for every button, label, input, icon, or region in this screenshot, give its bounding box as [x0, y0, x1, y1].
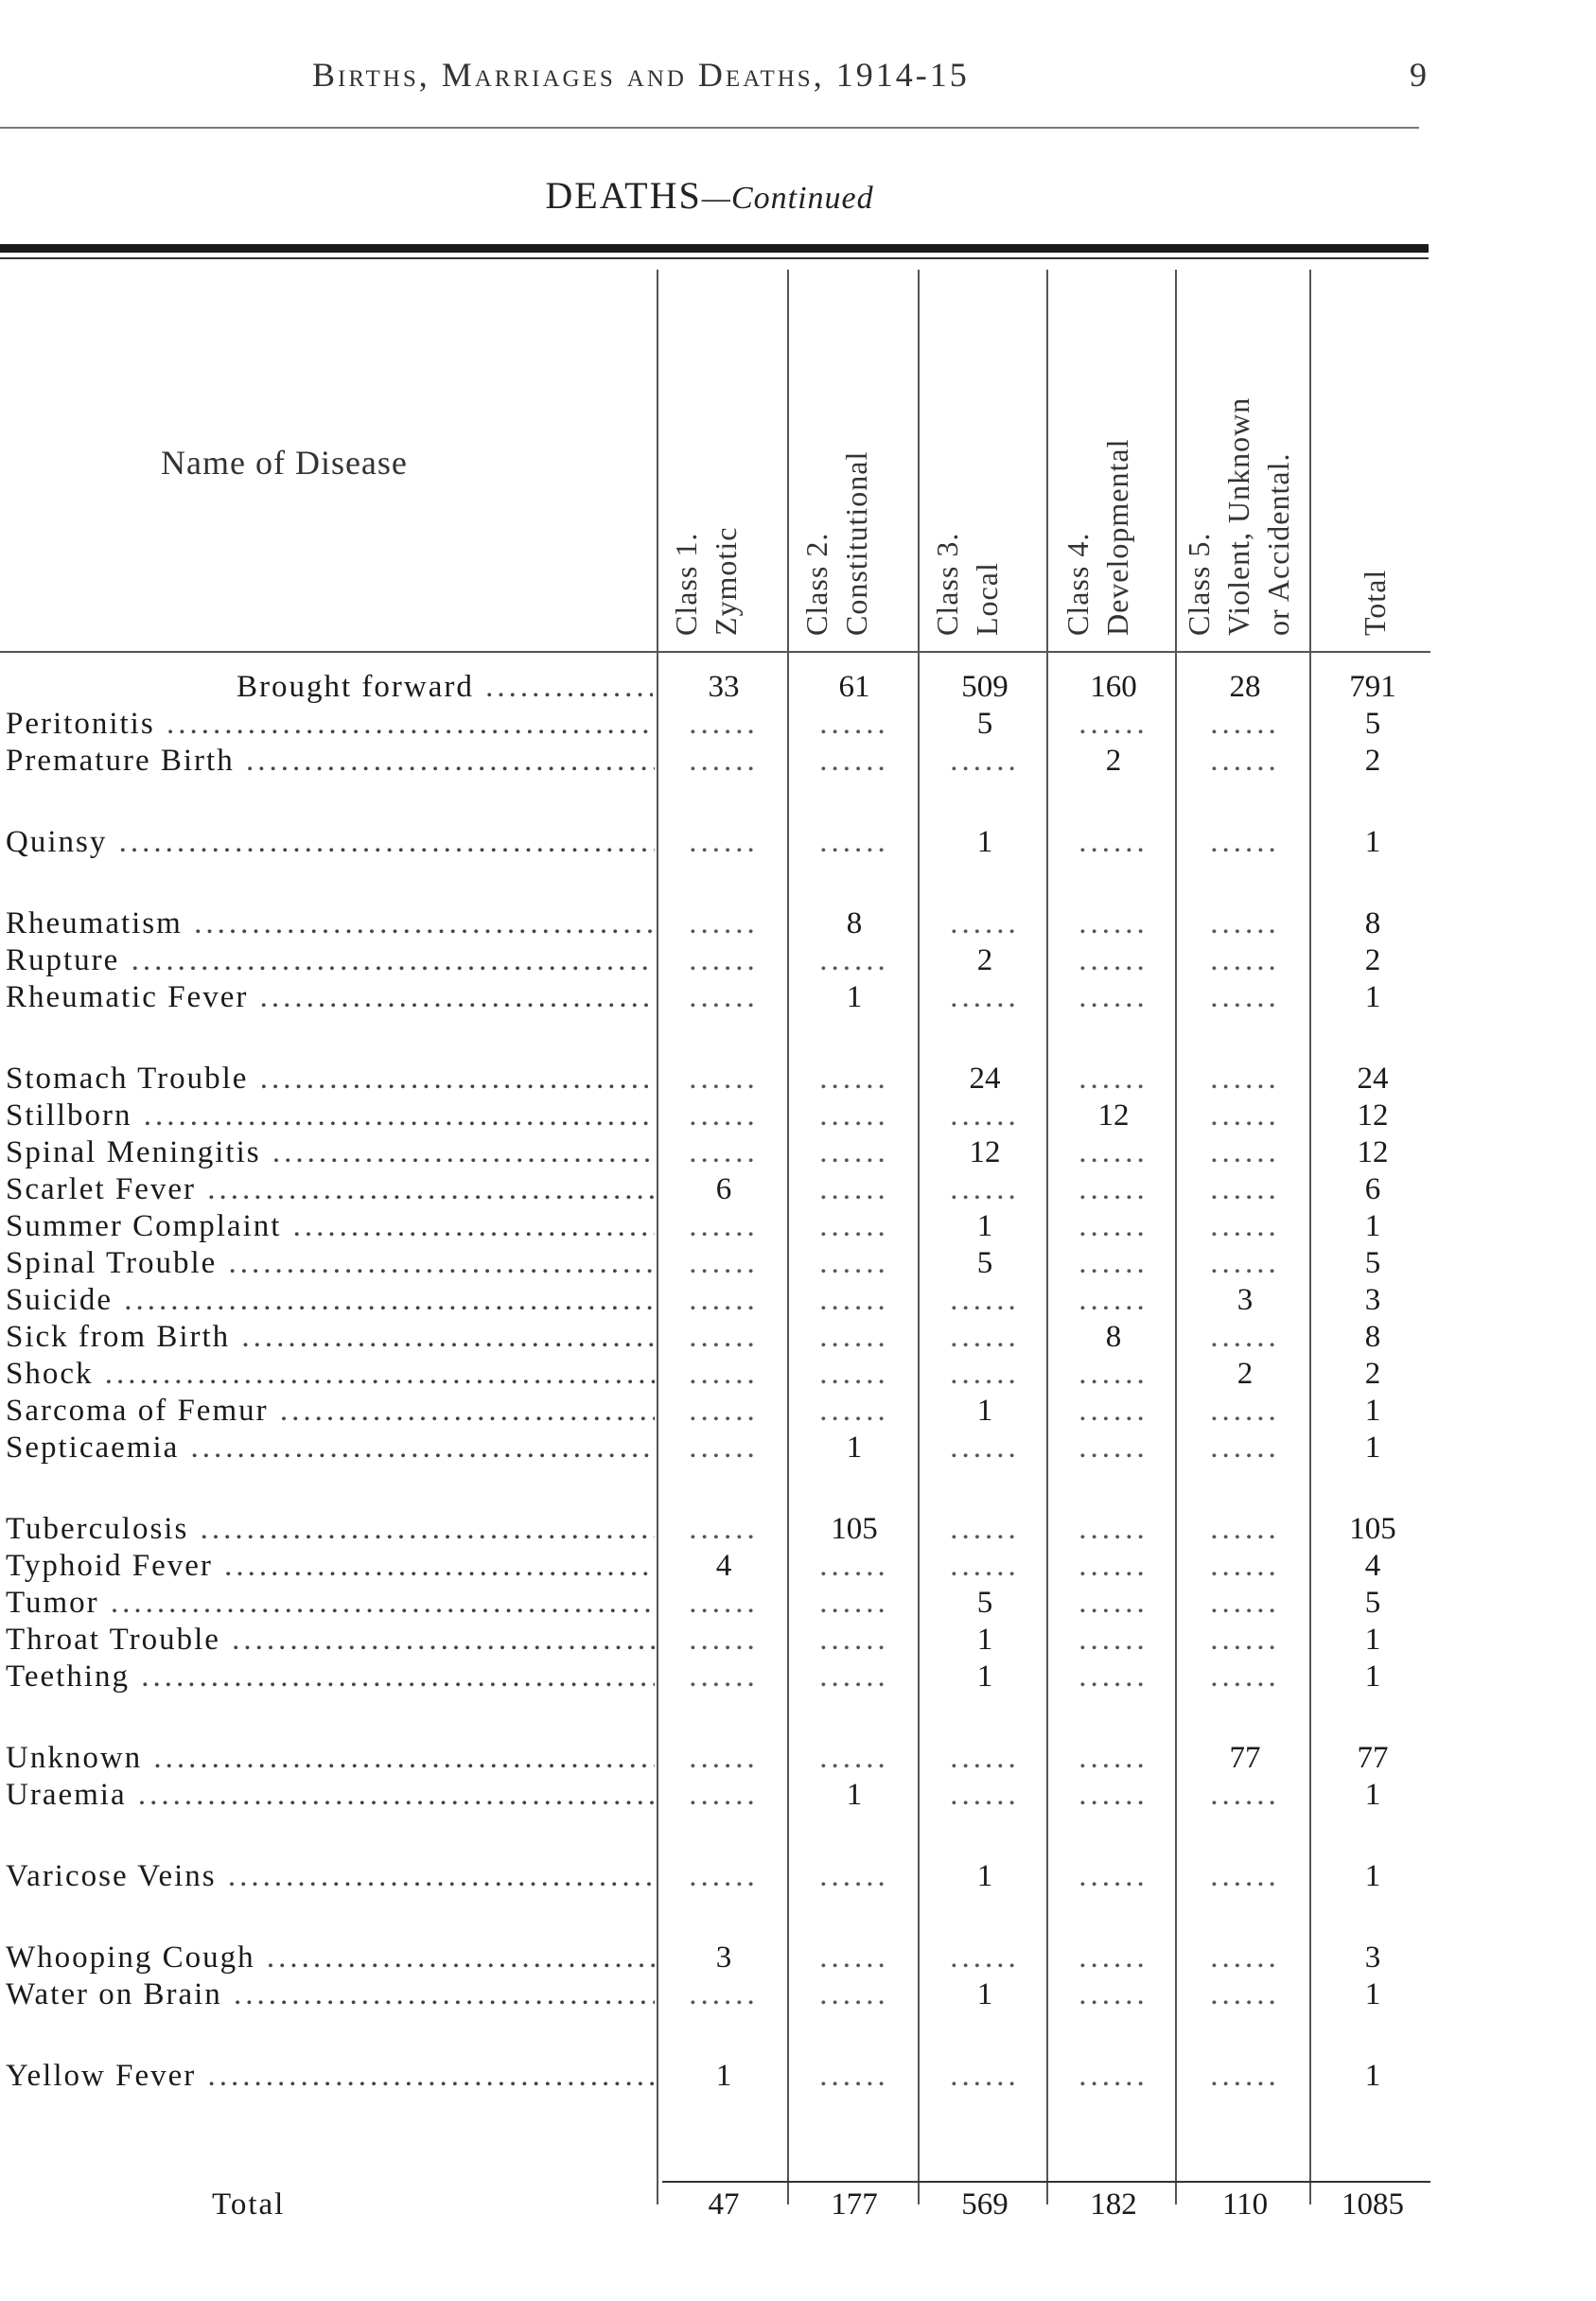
leader-dots: ...... [689, 1357, 759, 1391]
table-row [0, 705, 1430, 743]
leader-dots: ...... [689, 1062, 759, 1096]
section-title [0, 173, 1419, 218]
leader-dots: ...... [819, 1357, 889, 1391]
class3-value: 24 [969, 1062, 1001, 1096]
row-total: 3 [1364, 1283, 1381, 1317]
leader-dots: ...... [1079, 1172, 1149, 1206]
leader-dots: ...... [1079, 906, 1149, 940]
class3-value: 5 [976, 707, 993, 741]
leader-dots: ...... [950, 1283, 1020, 1317]
leader-dots: ...... [1210, 1549, 1280, 1583]
row-total: 24 [1357, 1062, 1389, 1096]
class5-value: 28 [1229, 670, 1261, 704]
row-total: 5 [1364, 1586, 1381, 1620]
leader-dots: ...... [689, 1209, 759, 1243]
column-header-name: Name of Disease [161, 444, 408, 482]
row-total: 1 [1364, 1394, 1381, 1428]
class3-value: 1 [976, 1977, 993, 2011]
table-row [0, 1621, 1430, 1659]
leader-dots: ...... [819, 943, 889, 977]
row-total: 1 [1364, 1859, 1381, 1893]
leader-dots: ...... [1210, 2059, 1280, 2093]
leader-dots: ...... [1210, 1778, 1280, 1812]
class2-value: 61 [838, 670, 870, 704]
leader-dots: ...... [1210, 825, 1280, 859]
leader-dots: ...... [950, 1549, 1020, 1583]
leader-dots: ...... [689, 906, 759, 940]
disease-name: Quinsy ..... [6, 823, 655, 861]
leader-dots: ...... [950, 744, 1020, 778]
totals-total: 1085 [1342, 2187, 1404, 2222]
leader-dots: ...... [1079, 1623, 1149, 1657]
leader-dots: ...... [819, 1209, 889, 1243]
class5-value: 77 [1229, 1741, 1261, 1775]
class2-value: 1 [846, 1778, 863, 1812]
row-total: 77 [1357, 1741, 1389, 1775]
leader-dots: ...... [689, 1512, 759, 1546]
table-row [0, 1939, 1430, 1976]
leader-dots: ...... [819, 1623, 889, 1657]
class1-value: 1 [715, 2059, 732, 2093]
class3-line2: Local [970, 562, 1004, 636]
table-row [0, 1281, 1430, 1319]
disease-name: Septicaemia ..... [6, 1429, 655, 1467]
leader-dots: ...... [950, 1098, 1020, 1133]
leader-dots: ...... [689, 1246, 759, 1280]
column-header-class2 [797, 451, 876, 636]
disease-name: Varicose Veins ..... [6, 1857, 655, 1895]
leader-dots: ...... [1079, 1135, 1149, 1169]
leader-dots: ...... [1210, 1246, 1280, 1280]
leader-dots: ...... [1079, 1977, 1149, 2011]
table-row [0, 905, 1430, 942]
class4-line1: Class 4. [1061, 532, 1095, 636]
leader-dots: ...... [950, 1357, 1020, 1391]
leader-dots: ...... [819, 1172, 889, 1206]
table-row [0, 1097, 1430, 1134]
table-row [0, 1857, 1430, 1895]
leader-dots: ...... [1079, 1778, 1149, 1812]
class1-value: 6 [715, 1172, 732, 1206]
leader-dots: ...... [819, 1246, 889, 1280]
leader-dots: ...... [689, 1778, 759, 1812]
leader-dots: ...... [819, 707, 889, 741]
leader-dots: ...... [819, 744, 889, 778]
leader-dots: ...... [1079, 943, 1149, 977]
totals-class2: 177 [831, 2187, 878, 2222]
leader-dots: ...... [819, 1859, 889, 1893]
leader-dots: ...... [1079, 1512, 1149, 1546]
leader-dots: ...... [819, 1586, 889, 1620]
class3-value: 1 [976, 1209, 993, 1243]
row-total: 8 [1364, 1320, 1381, 1354]
row-total: 8 [1364, 906, 1381, 940]
column-header-class4 [1058, 439, 1137, 636]
leader-dots: ...... [689, 1741, 759, 1775]
row-total: 12 [1357, 1135, 1389, 1169]
table-row [0, 1510, 1430, 1548]
disease-name: Scarlet Fever ..... [6, 1170, 655, 1208]
leader-dots: ...... [950, 980, 1020, 1014]
leader-dots: ...... [1210, 707, 1280, 741]
leader-dots: ...... [1210, 943, 1280, 977]
table-row [0, 2057, 1430, 2095]
row-total: 1 [1364, 1431, 1381, 1465]
leader-dots: ...... [950, 1741, 1020, 1775]
class2-value: 1 [846, 980, 863, 1014]
leader-dots: ...... [1079, 1062, 1149, 1096]
leader-dots: ...... [689, 1135, 759, 1169]
leader-dots: ...... [689, 1859, 759, 1893]
leader-dots: ...... [689, 980, 759, 1014]
row-total: 1 [1364, 1778, 1381, 1812]
disease-name: Shock ..... [6, 1355, 655, 1393]
class5-value: 2 [1236, 1357, 1254, 1391]
row-total: 1 [1364, 1660, 1381, 1694]
table-row [0, 668, 1430, 706]
totals-row [0, 2186, 1430, 2223]
row-total: 2 [1364, 744, 1381, 778]
disease-name: Throat Trouble ..... [6, 1621, 655, 1659]
row-total: 4 [1364, 1549, 1381, 1583]
leader-dots: ...... [819, 1660, 889, 1694]
totals-class4: 182 [1090, 2187, 1137, 2222]
disease-name: Teething ..... [6, 1658, 655, 1695]
leader-dots: ...... [689, 1586, 759, 1620]
table-row [0, 1392, 1430, 1430]
disease-name: Unknown ..... [6, 1739, 655, 1777]
leader-dots: ...... [819, 1741, 889, 1775]
leader-dots: ...... [1079, 1283, 1149, 1317]
leader-dots: ...... [689, 1394, 759, 1428]
totals-class3: 569 [961, 2187, 1008, 2222]
leader-dots: ...... [819, 1283, 889, 1317]
class1-value: 33 [708, 670, 740, 704]
thick-rule [0, 244, 1429, 253]
totals-class5: 110 [1221, 2187, 1269, 2222]
table-row [0, 1584, 1430, 1622]
leader-dots: ...... [1079, 1246, 1149, 1280]
class5-line2: Violent, Unknown [1221, 396, 1255, 636]
row-total: 3 [1364, 1941, 1381, 1975]
column-header-total [1355, 570, 1394, 636]
class5-line1: Class 5. [1182, 532, 1216, 636]
class3-value: 1 [976, 1660, 993, 1694]
disease-name: Rheumatic Fever ..... [6, 978, 655, 1016]
leader-dots: ...... [1079, 2059, 1149, 2093]
disease-name: Spinal Trouble ..... [6, 1244, 655, 1282]
leader-dots: ...... [819, 1098, 889, 1133]
table-row [0, 1170, 1430, 1208]
row-total: 105 [1349, 1512, 1396, 1546]
section-title-main: DEATHS [545, 174, 702, 217]
class2-value: 8 [846, 906, 863, 940]
leader-dots: ...... [1210, 1062, 1280, 1096]
class1-value: 4 [715, 1549, 732, 1583]
leader-dots: ...... [689, 1623, 759, 1657]
row-total: 1 [1364, 1977, 1381, 2011]
leader-dots: ...... [1079, 1431, 1149, 1465]
row-total: 12 [1357, 1098, 1389, 1133]
disease-name: Whooping Cough ..... [6, 1939, 655, 1976]
class2-value: 1 [846, 1431, 863, 1465]
class5-line3: or Accidental. [1261, 452, 1295, 636]
column-header-class3 [927, 533, 1007, 636]
class3-value: 1 [976, 1859, 993, 1893]
leader-dots: ...... [950, 2059, 1020, 2093]
class1-value: 3 [715, 1941, 732, 1975]
row-total: 2 [1364, 1357, 1381, 1391]
class4-line2: Developmental [1100, 438, 1134, 636]
row-total: 5 [1364, 1246, 1381, 1280]
disease-name: Summer Complaint ..... [6, 1207, 655, 1245]
class1-line2: Zymotic [709, 526, 743, 636]
disease-name: Spinal Meningitis ..... [6, 1133, 655, 1171]
total-rule [662, 2181, 1430, 2183]
leader-dots: ...... [689, 1283, 759, 1317]
disease-name: Peritonitis ..... [6, 705, 655, 743]
leader-dots: ...... [1210, 1512, 1280, 1546]
leader-dots: ...... [689, 1320, 759, 1354]
leader-dots: ...... [689, 707, 759, 741]
table-row [0, 941, 1430, 979]
class1-line1: Class 1. [669, 532, 703, 636]
leader-dots: ...... [1079, 1394, 1149, 1428]
leader-dots: ...... [1079, 825, 1149, 859]
row-total: 1 [1364, 1209, 1381, 1243]
disease-name: Sick from Birth ..... [6, 1318, 655, 1356]
leader-dots: ...... [1210, 906, 1280, 940]
leader-dots: ...... [1210, 1431, 1280, 1465]
disease-name: Rupture ..... [6, 941, 655, 979]
leader-dots: ...... [950, 1320, 1020, 1354]
disease-name: Tumor ..... [6, 1584, 655, 1622]
leader-dots: ...... [1210, 1135, 1280, 1169]
row-total: 2 [1364, 943, 1381, 977]
class3-line1: Class 3. [930, 532, 964, 636]
leader-dots: ...... [1210, 1977, 1280, 2011]
leader-dots: ...... [950, 1431, 1020, 1465]
table-row [0, 742, 1430, 780]
table-row [0, 1658, 1430, 1695]
leader-dots: ...... [1079, 707, 1149, 741]
leader-dots: ...... [819, 1977, 889, 2011]
leader-dots: ...... [950, 1778, 1020, 1812]
class4-value: 2 [1105, 744, 1122, 778]
leader-dots: ...... [819, 1320, 889, 1354]
table-row [0, 1976, 1430, 2013]
leader-dots: ...... [1079, 1941, 1149, 1975]
class4-value: 8 [1105, 1320, 1122, 1354]
disease-name: Premature Birth ..... [6, 742, 655, 780]
class3-value: 2 [976, 943, 993, 977]
leader-dots: ...... [950, 1172, 1020, 1206]
table-row [0, 978, 1430, 1016]
leader-dots: ...... [689, 825, 759, 859]
leader-dots: ...... [1210, 1394, 1280, 1428]
table-row [0, 1355, 1430, 1393]
column-header-class5 [1179, 397, 1298, 636]
leader-dots: ...... [950, 906, 1020, 940]
class2-line2: Constitutional [839, 450, 873, 636]
leader-dots: ...... [1210, 1623, 1280, 1657]
leader-dots: ...... [819, 1394, 889, 1428]
table-row [0, 1547, 1430, 1585]
leader-dots: ...... [1210, 1209, 1280, 1243]
header-rule [0, 651, 1430, 653]
row-total: 1 [1364, 2059, 1381, 2093]
leader-dots: ...... [1079, 1209, 1149, 1243]
leader-dots: ...... [950, 1512, 1020, 1546]
table-row [0, 1318, 1430, 1356]
leader-dots: ...... [1210, 1660, 1280, 1694]
column-header-class1 [666, 527, 745, 636]
leader-dots: ...... [1079, 1549, 1149, 1583]
table-row [0, 1776, 1430, 1814]
page-number: 9 [1410, 56, 1427, 94]
table-row [0, 1060, 1430, 1098]
leader-dots: ...... [819, 1135, 889, 1169]
class3-value: 1 [976, 1623, 993, 1657]
section-title-continued: —Continued [701, 181, 874, 216]
thin-rule [0, 257, 1429, 259]
leader-dots: ...... [1079, 1586, 1149, 1620]
class3-value: 1 [976, 1394, 993, 1428]
disease-name: Typhoid Fever ..... [6, 1547, 655, 1585]
disease-name: Stillborn ..... [6, 1097, 655, 1134]
leader-dots: ...... [819, 1062, 889, 1096]
leader-dots: ...... [1210, 744, 1280, 778]
table-row [0, 823, 1430, 861]
leader-dots: ...... [1079, 1741, 1149, 1775]
table-row [0, 1244, 1430, 1282]
leader-dots: ...... [1210, 1320, 1280, 1354]
disease-name: Brought forward ..... [237, 668, 653, 706]
row-total: 791 [1349, 670, 1396, 704]
disease-name: Sarcoma of Femur ..... [6, 1392, 655, 1430]
leader-dots: ...... [1210, 1941, 1280, 1975]
leader-dots: ...... [819, 825, 889, 859]
leader-dots: ...... [950, 1941, 1020, 1975]
class2-value: 105 [831, 1512, 878, 1546]
class3-value: 1 [976, 825, 993, 859]
leader-dots: ...... [1210, 1172, 1280, 1206]
total-header: Total [1358, 569, 1392, 636]
class4-value: 12 [1097, 1098, 1130, 1133]
row-total: 6 [1364, 1172, 1381, 1206]
class4-value: 160 [1090, 670, 1137, 704]
disease-name: Suicide ..... [6, 1281, 655, 1319]
leader-dots: ...... [689, 943, 759, 977]
disease-name: Water on Brain ..... [6, 1976, 655, 2013]
leader-dots: ...... [819, 2059, 889, 2093]
class3-value: 12 [969, 1135, 1001, 1169]
row-total: 5 [1364, 707, 1381, 741]
row-total: 1 [1364, 825, 1381, 859]
leader-dots: ...... [689, 1660, 759, 1694]
leader-dots: ...... [1079, 1357, 1149, 1391]
totals-label: Total [212, 2187, 286, 2222]
leader-dots: ...... [689, 1098, 759, 1133]
table-row [0, 1133, 1430, 1171]
leader-dots: ...... [689, 1977, 759, 2011]
class5-value: 3 [1236, 1283, 1254, 1317]
class3-value: 509 [961, 670, 1008, 704]
table-row [0, 1429, 1430, 1467]
disease-name: Rheumatism ..... [6, 905, 655, 942]
leader-dots: ...... [819, 1549, 889, 1583]
running-title: Births, Marriages and Deaths, 1914-15 [312, 56, 970, 94]
table-row [0, 1207, 1430, 1245]
leader-dots: ...... [1210, 1098, 1280, 1133]
disease-name: Yellow Fever ..... [6, 2057, 655, 2095]
leader-dots: ...... [1079, 1660, 1149, 1694]
table-row [0, 1739, 1430, 1777]
leader-dots: ...... [1210, 1859, 1280, 1893]
row-total: 1 [1364, 980, 1381, 1014]
disease-name: Uraemia ..... [6, 1776, 655, 1814]
leader-dots: ...... [1210, 980, 1280, 1014]
class3-value: 5 [976, 1246, 993, 1280]
running-head [0, 55, 1596, 102]
leader-dots: ...... [1079, 980, 1149, 1014]
leader-dots: ...... [689, 1431, 759, 1465]
leader-dots: ...... [1210, 1586, 1280, 1620]
row-total: 1 [1364, 1623, 1381, 1657]
leader-dots: ...... [689, 744, 759, 778]
leader-dots: ...... [1079, 1859, 1149, 1893]
class3-value: 5 [976, 1586, 993, 1620]
leader-dots: ...... [819, 1941, 889, 1975]
disease-name: Tuberculosis ..... [6, 1510, 655, 1548]
class2-line1: Class 2. [799, 532, 833, 636]
disease-name: Stomach Trouble ..... [6, 1060, 655, 1098]
totals-class1: 47 [708, 2187, 740, 2222]
head-rule [0, 127, 1419, 129]
